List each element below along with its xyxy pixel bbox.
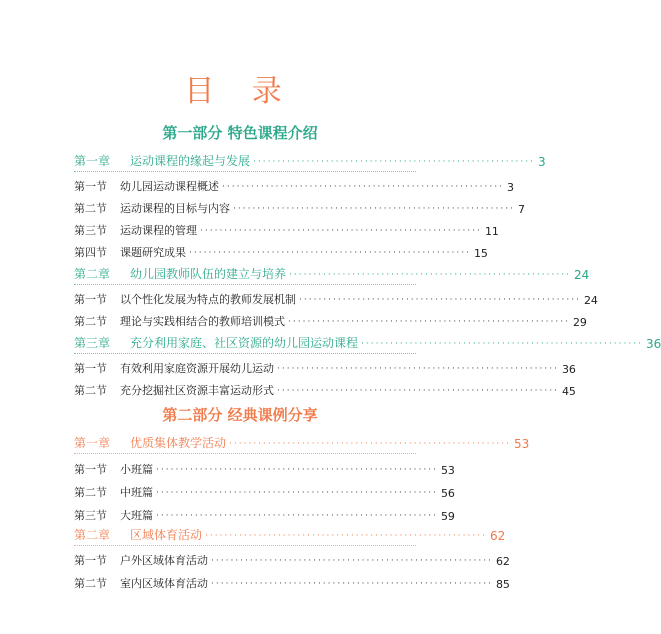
section-title: 有效利用家庭资源开展幼儿运动	[120, 362, 274, 375]
section-number: 第一节	[74, 362, 107, 375]
part-heading: 第二部分 经典课例分享	[162, 406, 318, 424]
chapter-number: 第二章	[74, 267, 111, 281]
chapter-divider	[74, 284, 416, 285]
section-title: 中班篇	[120, 486, 153, 499]
dot-leader: ··························································	[156, 511, 438, 521]
page-number: 7	[517, 203, 525, 216]
chapter-number: 第一章	[74, 154, 111, 168]
chapter-title: 运动课程的缘起与发展	[130, 154, 251, 168]
page-number: 15	[473, 247, 488, 260]
dot-leader: ··························································	[156, 488, 438, 498]
dot-leader: ··························································	[205, 531, 487, 541]
chapter-number: 第二章	[74, 528, 111, 542]
page-number: 53	[513, 437, 530, 451]
chapter-title: 幼儿园教师队伍的建立与培养	[130, 267, 287, 281]
chapter-number: 第一章	[74, 436, 111, 450]
page-number: 56	[440, 487, 455, 500]
toc-chapter[interactable]	[74, 151, 546, 169]
page-number: 45	[561, 385, 576, 398]
section-title: 户外区域体育活动	[120, 554, 208, 567]
section-title: 以个性化发展为特点的教师发展机制	[120, 293, 296, 306]
dot-leader: ··························································	[200, 226, 482, 236]
dot-leader: ··························································	[222, 182, 504, 192]
section-number: 第一节	[74, 463, 107, 476]
section-number: 第二节	[74, 202, 107, 215]
page-number: 36	[561, 363, 576, 376]
page-number: 85	[495, 578, 510, 591]
section-title: 大班篇	[120, 509, 153, 522]
page-number: 59	[440, 510, 455, 523]
page-number: 24	[573, 268, 590, 282]
page-number: 36	[645, 337, 661, 351]
chapter-divider	[74, 545, 416, 546]
dot-leader: ··························································	[156, 465, 438, 475]
section-number: 第一节	[74, 293, 107, 306]
toc-section[interactable]	[74, 482, 455, 500]
page-title: 目 录	[184, 74, 296, 109]
page-number: 24	[583, 294, 598, 307]
section-number: 第二节	[74, 577, 107, 590]
dot-leader: ··························································	[211, 556, 493, 566]
chapter-divider	[74, 353, 416, 354]
dot-leader: ··························································	[229, 439, 511, 449]
part-heading: 第一部分 特色课程介绍	[162, 124, 318, 142]
toc-section[interactable]	[74, 198, 525, 216]
chapter-title: 充分利用家庭、社区资源的幼儿园运动课程	[130, 336, 359, 350]
dot-leader: ··························································	[189, 248, 471, 258]
toc-chapter[interactable]	[74, 525, 506, 543]
section-title: 室内区域体育活动	[120, 577, 208, 590]
toc-section[interactable]	[74, 311, 587, 329]
section-title: 小班篇	[120, 463, 153, 476]
chapter-title: 区域体育活动	[130, 528, 203, 542]
toc-chapter[interactable]	[74, 333, 661, 351]
chapter-title: 优质集体教学活动	[130, 436, 227, 450]
dot-leader: ··························································	[299, 295, 581, 305]
dot-leader: ··························································	[289, 270, 571, 280]
section-title: 运动课程的目标与内容	[120, 202, 230, 215]
dot-leader: ··························································	[277, 386, 559, 396]
toc-section[interactable]	[74, 459, 455, 477]
chapter-number: 第三章	[74, 336, 111, 350]
page-number: 53	[440, 464, 455, 477]
section-number: 第二节	[74, 384, 107, 397]
section-number: 第四节	[74, 246, 107, 259]
dot-leader: ··························································	[288, 317, 570, 327]
dot-leader: ··························································	[211, 579, 493, 589]
section-number: 第二节	[74, 486, 107, 499]
dot-leader: ··························································	[233, 204, 515, 214]
dot-leader: ··························································	[277, 364, 559, 374]
section-title: 幼儿园运动课程概述	[120, 180, 219, 193]
toc-section[interactable]	[74, 289, 598, 307]
toc-section[interactable]	[74, 358, 576, 376]
section-title: 理论与实践相结合的教师培训模式	[120, 315, 285, 328]
page-number: 3	[506, 181, 514, 194]
section-title: 运动课程的管理	[120, 224, 197, 237]
page-number: 29	[572, 316, 587, 329]
section-title: 课题研究成果	[120, 246, 186, 259]
toc-chapter[interactable]	[74, 264, 590, 282]
chapter-divider	[74, 453, 416, 454]
dot-leader: ··························································	[361, 339, 643, 349]
section-number: 第一节	[74, 180, 107, 193]
chapter-divider	[74, 171, 416, 172]
toc-section[interactable]	[74, 505, 455, 523]
section-number: 第三节	[74, 224, 107, 237]
toc-section[interactable]	[74, 220, 499, 238]
section-number: 第二节	[74, 315, 107, 328]
page-number: 62	[489, 529, 506, 543]
toc-section[interactable]	[74, 550, 510, 568]
section-number: 第三节	[74, 509, 107, 522]
page-number: 11	[484, 225, 499, 238]
section-number: 第一节	[74, 554, 107, 567]
toc-section[interactable]	[74, 242, 488, 260]
section-title: 充分挖掘社区资源丰富运动形式	[120, 384, 274, 397]
toc-section[interactable]	[74, 573, 510, 591]
toc-section[interactable]	[74, 176, 514, 194]
dot-leader: ··························································	[253, 157, 535, 167]
page-number: 3	[537, 155, 546, 169]
toc-chapter[interactable]	[74, 433, 530, 451]
toc-section[interactable]	[74, 380, 576, 398]
page-number: 62	[495, 555, 510, 568]
